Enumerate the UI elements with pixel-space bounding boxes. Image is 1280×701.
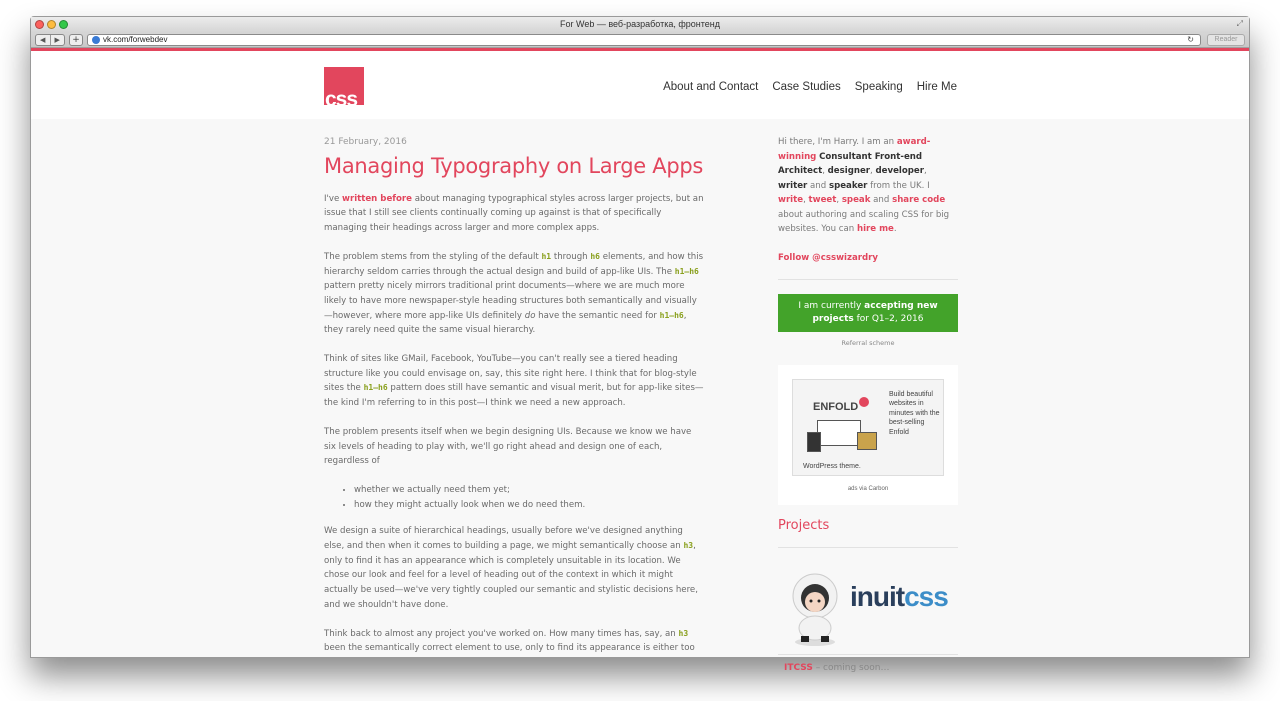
text: – coming soon… [812,663,890,673]
follow-link[interactable]: Follow @csswizardry [778,252,878,263]
accepting-projects-button[interactable] [778,294,958,332]
ad-description-tail: WordPress theme. [803,462,861,470]
site-logo[interactable] [324,67,364,111]
bio [778,135,958,237]
text: , they rarely need quite the same visual hierarchy. [324,310,687,336]
share-code-link[interactable]: share code [892,195,946,205]
browser-window [30,16,1250,673]
writer: writer [778,180,808,191]
post-paragraph [324,627,704,656]
text: , [822,166,828,176]
reader-button[interactable]: Reader [1207,34,1245,46]
speak-link[interactable]: speak [841,195,871,205]
post-paragraph [324,192,704,236]
designer: designer [827,166,871,176]
history-buttons [35,34,65,46]
code-h3: h3 [683,541,694,551]
emphasis: do [524,310,536,321]
text: inuit [850,581,905,612]
text: css [904,581,948,612]
text: from the UK. I [867,180,930,191]
reload-icon[interactable]: ↻ [1187,35,1194,44]
code-h6: h6 [590,251,600,261]
itcss-item [778,661,958,676]
hire-me-link[interactable]: hire me [856,224,894,234]
text: , [870,166,876,176]
address-bar[interactable] [87,34,1201,46]
award-winning-link[interactable]: award-winning [778,137,931,162]
code-h1: h1 [541,251,552,261]
post-paragraph [324,524,704,612]
post-paragraph [324,352,704,411]
text: about authoring and scaling CSS for big websites. You can [778,209,950,234]
text: pattern does still have semantic and visual merit, but for app-like sites—the kind I'm referring to in this post—I think we need a new approach. [324,383,704,409]
ad-description: Build beautiful websites in minutes with the best-selling Enfold [889,390,940,436]
text: I am currently [798,301,865,311]
sidebar [778,135,958,676]
referral-link[interactable]: Referral scheme [841,339,895,347]
carbon-ad [778,365,958,505]
text: , only to find it has an appearance which is completely unsuitable in its location. We chose our look and feel for a level of heading out of the context in which it might actually be used—we've very tightly coupled our semantic and stylistic decisions here, and we shouldn't have done. [324,541,698,610]
text: and [807,180,829,191]
code-h1-h6: h1–h6 [363,383,388,393]
nav-case-studies[interactable]: Case Studies [772,81,841,93]
written-before-link[interactable]: written before [342,193,412,204]
nav-about-contact[interactable]: About and Contact [663,81,759,93]
badge-icon [859,397,869,407]
nav-hire-me[interactable]: Hire Me [916,81,957,93]
text: Hi there, I'm Harry. I am an [778,137,897,147]
eskimo-icon [786,570,844,648]
ad-banner[interactable] [792,379,944,476]
text: and [870,195,893,205]
inuitcss-logo [850,581,948,612]
text: I've [324,193,343,204]
inuitcss-banner[interactable] [778,562,958,652]
text: , [924,166,927,176]
projects-heading: Projects [778,517,830,533]
forward-icon[interactable]: ▶ [54,36,60,44]
text: Think of sites like GMail, Facebook, YouTube—you can't really see a tiered heading structure like you could envisage on, say, this site right here. I think that for blog-style sites the [324,354,697,394]
text: been the semantically correct element to use, only to find its appearance is either too [324,643,695,654]
post-title: Managing Typography on Large Apps [324,153,704,178]
screens-image [807,420,879,454]
divider [778,547,958,548]
write-link[interactable]: write [778,195,804,205]
text: for Q1–2, 2016 [853,314,924,324]
list-item: • how they might actually look when we do need them. [354,498,704,513]
text: elements, and how this hierarchy seldom carries through the actual design and build of app-like UIs. The [324,251,704,277]
code-h1-h6: h1–h6 [674,266,699,276]
logo-text: css [325,88,358,111]
text: . [893,224,897,234]
speaker: speaker [828,180,868,191]
screen [817,420,861,446]
text: pattern pretty nicely mirrors traditional print documents—where we are much more likely to have more newspaper-style heading structures both semantically and visually—however, where more app-like UIs definitely [324,281,697,321]
text: accepting new projects [812,301,938,324]
fullscreen-icon[interactable]: ⤢ [1236,19,1243,28]
post-list [354,483,704,512]
list-item: • whether we actually need them yet; [354,483,704,498]
text: We design a suite of hierarchical headings, usually before we've designed anything else, and then when it comes to building a page, we might semantically choose an [324,526,684,552]
brand: ENFOLD [813,400,859,413]
screen [807,432,821,452]
url-text[interactable]: vk.com/forwebdev [103,35,168,44]
code-h1-h6: h1–h6 [659,310,684,320]
nav-speaking[interactable]: Speaking [854,81,903,93]
tweet-link[interactable]: tweet [808,195,837,205]
text: about managing typographical styles across larger projects, but an issue that I still see clients continually coming up against is that of specifically managing their headings across larger and more complex apps. [324,193,704,234]
role: Consultant Front-end Architect [778,151,923,176]
divider [778,279,958,280]
text: , [836,195,842,205]
divider [778,654,958,655]
itcss-link[interactable]: ITCSS [784,663,813,673]
text: through [551,251,591,262]
code-h3: h3 [678,628,689,638]
text: , [803,195,809,205]
globe-icon [92,36,100,44]
blog-post [324,135,704,670]
developer: developer [875,166,924,176]
enfold-logo [813,400,869,415]
post-paragraph: The problem presents itself when we begin designing UIs. Because we know we have six levels of heading to play with, we'll go right ahead and design one of each, regardless of [324,426,692,467]
site-header [31,48,1249,119]
post-date: 21 February, 2016 [324,137,407,147]
main-nav [663,81,957,93]
post-paragraph [324,250,704,338]
window-title: For Web — веб-разработка, фронтенд [560,19,720,29]
text: have the semantic need for [535,310,660,321]
text: The problem stems from the styling of the default [324,251,542,262]
screen [857,432,877,450]
ads-via-carbon[interactable]: ads via Carbon [847,485,889,492]
add-bookmark-button[interactable]: + [69,34,83,46]
title-bar [31,17,1249,33]
browser-toolbar [31,33,1249,48]
text: Think back to almost any project you've worked on. How many times has, say, an [324,628,679,639]
back-icon[interactable]: ◀ [36,35,51,45]
